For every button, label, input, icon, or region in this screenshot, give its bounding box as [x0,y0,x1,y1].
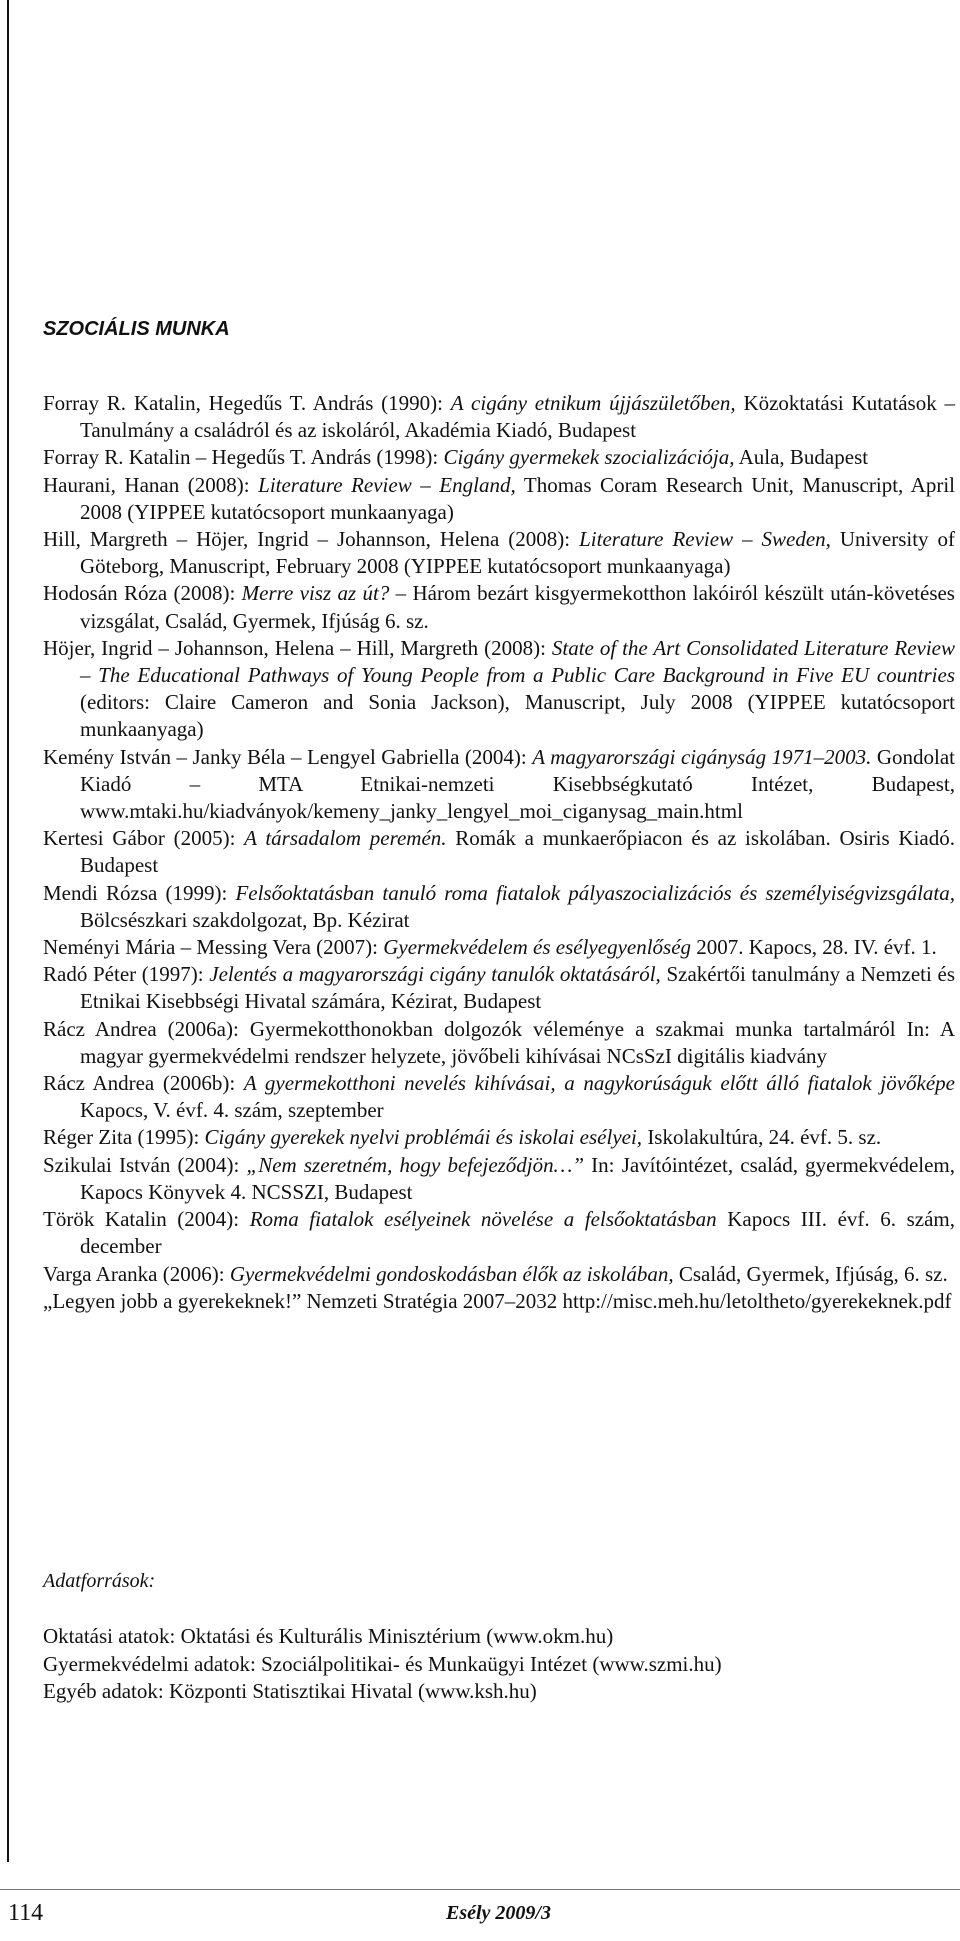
page-number: 114 [8,1900,44,1926]
reference-item [43,1288,955,1315]
reference-authors: Hill, Margreth – Höjer, Ingrid – Johannson, Helena (2008): [43,527,580,552]
reference-authors: Neményi Mária – Messing Vera (2007): [43,935,384,960]
reference-item [43,635,955,744]
reference-details: Kapocs III. évf. 6. szám, december [80,1207,955,1259]
reference-title: A gyermekotthoni nevelés kihívásai, a nagykorúságuk előtt álló fiatalok jövőképe [243,1071,955,1096]
reference-item [43,1206,955,1260]
reference-item [43,1016,955,1070]
reference-details: 2007. Kapocs, 28. IV. évf. 1. [691,935,937,960]
reference-item [43,472,955,526]
reference-title: Jelentés a magyarországi cigány tanulók oktatásáról, [209,962,661,987]
reference-details: Szakértői tanulmány a Nemzeti és Etnikai Kisebbségi Hivatal számára, Kézirat, Budapest [80,962,955,1014]
reference-authors: „Legyen jobb a gyerekeknek!” Nemzeti Stratégia 2007–2032 http://misc.meh.hu/letoltheto/gyerekeknek.pdf [43,1288,952,1313]
reference-item [43,1070,955,1124]
reference-item [43,1124,955,1151]
reference-item [43,961,955,1015]
reference-authors: Rácz Andrea (2006a): Gyermekotthonokban dolgozók véleménye a szakmai munka tartalmáról In: A magyar gyermekvédelmi rendszer helyzete, jövőbeli kihívásai NCsSzI digitális kiadvány [43,1016,955,1068]
reference-item [43,580,955,634]
reference-item [43,880,955,934]
journal-name: Esély 2009/3 [446,1902,551,1924]
reference-authors: Hodosán Róza (2008): [43,581,242,606]
sources-title: Adatforrások: [43,1570,156,1592]
reference-authors: Réger Zita (1995): [43,1125,205,1150]
reference-title: Gyermekvédelem és esélyegyenlőség [383,935,692,960]
reference-title: Roma fiatalok esélyeinek növelése a felsőoktatásban [249,1207,717,1232]
source-item: Gyermekvédelmi adatok: Szociálpolitikai- és Munkaügyi Intézet (www.szmi.hu) [43,1651,722,1676]
reference-title: Felsőoktatásban tanuló roma fiatalok pályaszocializációs és személyiségvizsgálata, [235,880,955,905]
reference-list [43,390,955,1315]
reference-details: Romák a munkaerőpiacon és az iskolában. Osiris Kiadó. Budapest [80,826,955,878]
reference-details: In: Javítóintézet, család, gyermekvédelem, Kapocs Könyvek 4. NCSSZI, Budapest [80,1152,956,1204]
reference-details: Iskolakultúra, 24. évf. 5. sz. [642,1125,882,1150]
reference-title: State of the Art Consolidated Literature Review – The Educational Pathways of Young People from a Public Care Background in Five EU countries [80,635,955,688]
sources-list [43,1623,722,1706]
reference-title: A magyarországi cigányság 1971–2003. [532,744,872,769]
reference-authors: Rácz Andrea (2006b): [43,1071,244,1096]
reference-details: Kapocs, V. évf. 4. szám, szeptember [80,1098,384,1123]
reference-details: Közoktatási Kutatások – Tanulmány a családról és az iskoláról, Akadémia Kiadó, Budapest [80,391,955,443]
reference-details: Család, Gyermek, Ifjúság, 6. sz. [673,1261,948,1286]
reference-authors: Szikulai István (2004): [43,1152,247,1177]
reference-details: Thomas Coram Research Unit, Manuscript, April 2008 (YIPPEE kutatócsoport munkaanyaga) [80,472,955,524]
reference-item [43,934,955,961]
left-margin-rule [7,0,9,1862]
footer-rule [0,1889,960,1890]
reference-item [43,1152,955,1206]
reference-title: „Nem szeretném, hogy befejeződjön…” [246,1152,584,1177]
reference-authors: Forray R. Katalin, Hegedűs T. András (1990): [43,391,451,415]
reference-item [43,1261,955,1288]
reference-authors: Török Katalin (2004): [43,1207,250,1232]
reference-item [43,390,955,444]
reference-item [43,825,955,879]
reference-title: Merre visz az út? [241,581,390,606]
reference-authors: Mendi Rózsa (1999): [43,880,236,905]
reference-title: Cigány gyermekek szocializációja, [443,445,735,470]
source-item: Oktatási atatok: Oktatási és Kulturális Minisztérium (www.okm.hu) [43,1624,614,1648]
reference-details: Aula, Budapest [734,445,869,470]
reference-item [43,744,955,826]
reference-authors: Varga Aranka (2006): [43,1261,230,1286]
reference-authors: Kemény István – Janky Béla – Lengyel Gabriella (2004): [43,744,533,769]
reference-title: Cigány gyerekek nyelvi problémái és iskolai esélyei, [204,1125,643,1150]
reference-title: Gyermekvédelmi gondoskodásban élők az iskolában, [229,1261,674,1286]
reference-details: Bölcsészkari szakdolgozat, Bp. Kézirat [80,907,410,932]
reference-details: University of Göteborg, Manuscript, February 2008 (YIPPEE kutatócsoport munkaanyaga) [80,527,955,579]
reference-details: – Három bezárt kisgyermekotthon lakóiról készült után-követéses vizsgálat, Család, Gyermek, Ifjúság 6. sz. [80,581,955,633]
reference-authors: Forray R. Katalin – Hegedűs T. András (1998): [43,445,444,470]
reference-authors: Kertesi Gábor (2005): [43,826,245,851]
reference-title: A társadalom peremén. [244,826,447,851]
reference-details: Gondolat Kiadó – MTA Etnikai-nemzeti Kisebbségkutató Intézet, Budapest, www.mtaki.hu/kiadványok/kemeny_janky_lengyel_moi_ciganysag_main.html [80,744,956,824]
reference-authors: Höjer, Ingrid – Johannson, Helena – Hill, Margreth (2008): [43,635,552,660]
reference-details: (editors: Claire Cameron and Sonia Jackson), Manuscript, July 2008 (YIPPEE kutatócsoport munkaanyaga) [80,690,955,742]
reference-title: Literature Review – England, [258,472,516,497]
section-title: SZOCIÁLIS MUNKA [43,318,230,340]
reference-item [43,526,955,580]
source-item: Egyéb adatok: Központi Statisztikai Hivatal (www.ksh.hu) [43,1679,537,1703]
reference-authors: Haurani, Hanan (2008): [43,472,259,497]
reference-authors: Radó Péter (1997): [43,962,210,987]
reference-title: A cigány etnikum újjászületőben, [450,391,736,415]
reference-item [43,444,955,471]
reference-title: Literature Review – Sweden, [579,527,831,552]
